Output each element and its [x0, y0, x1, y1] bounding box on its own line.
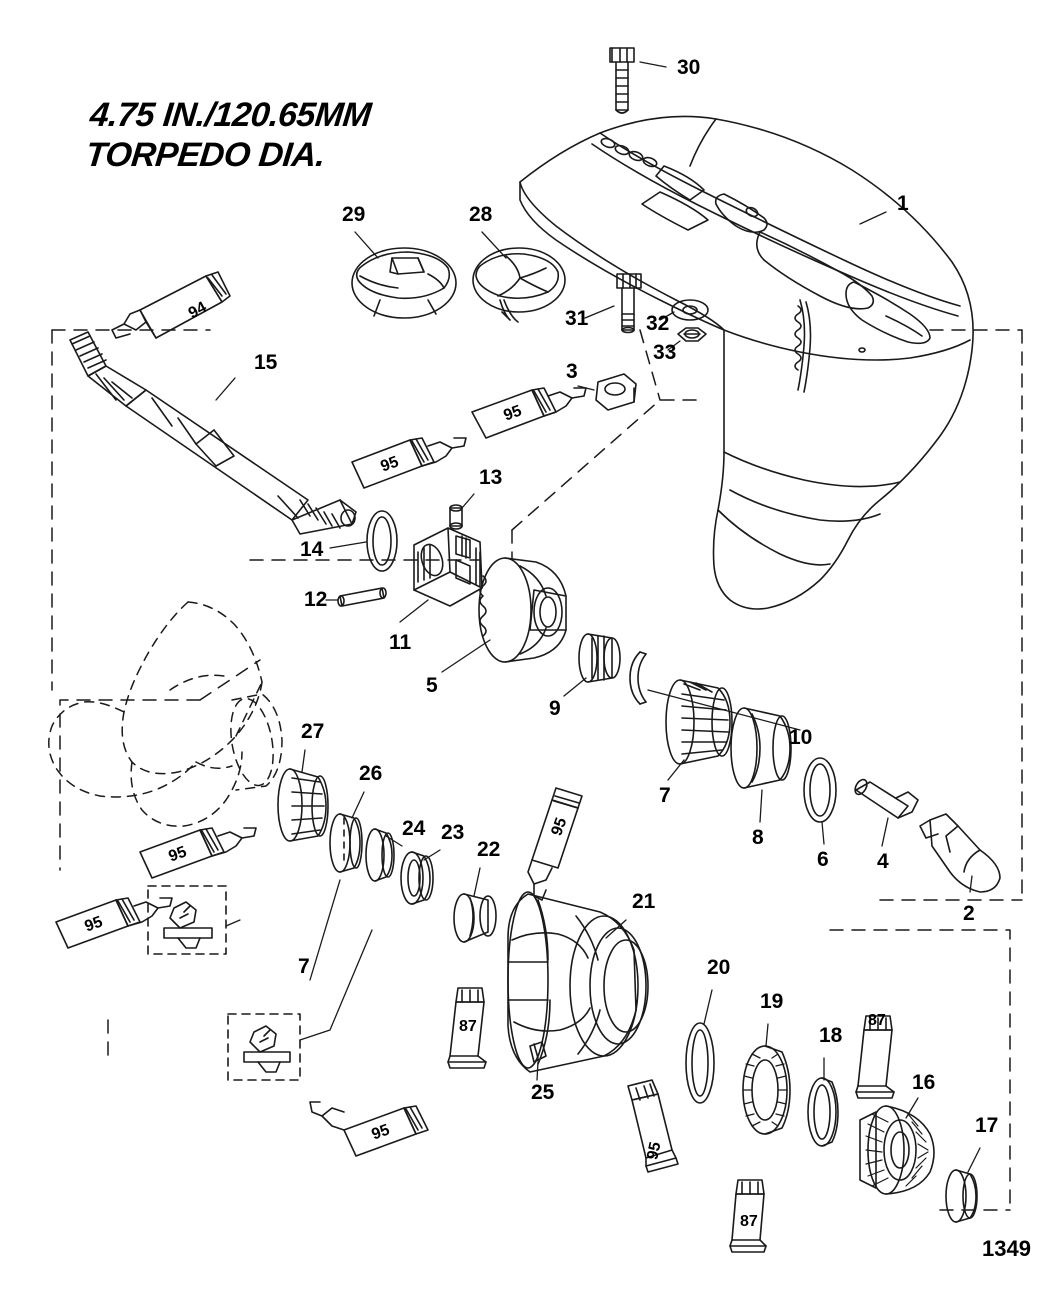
- callout-6: 6: [817, 848, 829, 871]
- callout-13: 13: [479, 466, 503, 489]
- part-3-bushing: [596, 374, 636, 410]
- callout-5: 5: [426, 674, 438, 697]
- callout-7: 7: [659, 784, 671, 807]
- callout-23: 23: [441, 821, 465, 844]
- callout-18: 18: [819, 1024, 843, 1047]
- callout-14: 14: [300, 538, 324, 561]
- part-14-oring: [367, 511, 397, 571]
- callout-8: 8: [752, 826, 764, 849]
- callout-12: 12: [304, 588, 328, 611]
- callout-25: 25: [531, 1081, 555, 1104]
- callout-33: 33: [653, 341, 677, 364]
- callout-19: 19: [760, 990, 784, 1013]
- callout-21: 21: [632, 890, 656, 913]
- part-33-nut: [678, 328, 706, 341]
- callout-28: 28: [469, 203, 493, 226]
- tube-94: [112, 272, 230, 338]
- callout-16: 16: [912, 1071, 936, 1094]
- tube-label-95-a: 95: [501, 402, 524, 425]
- propeller-ghost: [49, 602, 282, 826]
- part-4-pin: [853, 778, 918, 818]
- callout-31: 31: [565, 307, 589, 330]
- callout-27: 27: [301, 720, 325, 743]
- callout-1: 1: [897, 192, 909, 215]
- callout-20: 20: [707, 956, 731, 979]
- callout-30: 30: [677, 56, 701, 79]
- callout-32: 32: [646, 312, 670, 335]
- part-19-bearing-cage: [743, 1046, 790, 1134]
- part-31-bolt: [617, 274, 641, 333]
- callout-29: 29: [342, 203, 366, 226]
- callout-26: 26: [359, 762, 383, 785]
- part-32-washer: [672, 300, 708, 320]
- tube-95-f: [528, 788, 582, 900]
- tube-label-94-a: 94: [185, 298, 210, 323]
- part-15-prop-shaft: [70, 332, 356, 534]
- tube-label-87-b: 87: [868, 1012, 886, 1029]
- part-27-bearing: [278, 769, 328, 841]
- part-9-bearing-sleeve: [579, 634, 620, 682]
- part-21-bearing-carrier: [508, 892, 648, 1072]
- part-20-oring: [686, 1023, 714, 1103]
- part-7-bearing: [666, 680, 732, 764]
- title-line-1: 4.75 IN./120.65MM: [88, 96, 373, 134]
- part-23-seal: [401, 852, 433, 904]
- part-25-key: [530, 1042, 546, 1062]
- part-11-clutch-dog: [414, 528, 482, 606]
- drawing-number: 1349: [982, 1236, 1031, 1261]
- callout-15: 15: [254, 351, 278, 374]
- seal-kit-part-2: [244, 1026, 290, 1072]
- tube-label-95-b: 95: [378, 453, 401, 476]
- tube-95-b: [352, 438, 466, 488]
- callout-17: 17: [975, 1114, 999, 1137]
- callout-10: 10: [789, 726, 813, 749]
- part-24-washer: [366, 829, 394, 881]
- seal-kit-part-1: [164, 902, 212, 948]
- callout-7-duplicate: 7: [298, 955, 310, 978]
- title-line-2: TORPEDO DIA.: [83, 136, 327, 175]
- callout-22: 22: [477, 838, 501, 861]
- tube-label-95-c: 95: [166, 843, 189, 866]
- part-22-bushing: [454, 894, 496, 942]
- callout-3: 3: [566, 360, 578, 383]
- callout-11: 11: [389, 631, 412, 654]
- part-6-oring: [804, 758, 836, 822]
- part-29-anode: [352, 248, 456, 318]
- tube-label-95-g: 95: [644, 1140, 665, 1162]
- callout-9: 9: [549, 697, 561, 720]
- part-16-pinion-gear: [860, 1106, 934, 1194]
- callout-4: 4: [877, 850, 889, 873]
- tube-label-87-a: 87: [459, 1018, 477, 1035]
- part-17-race: [946, 1170, 977, 1222]
- part-30-bolt: [610, 48, 634, 113]
- tube-95-c: [140, 828, 256, 878]
- tube-label-95-f: 95: [548, 815, 571, 839]
- part-1-gearcase: [520, 116, 973, 609]
- part-12-cross-pin: [338, 588, 386, 606]
- tube-label-95-d: 95: [82, 913, 105, 936]
- callout-2: 2: [963, 902, 975, 925]
- part-13-plunger: [450, 494, 474, 529]
- part-10-retaining-ring: [630, 652, 646, 704]
- part-26-tab-washer: [330, 814, 362, 872]
- tube-95-d: [56, 898, 172, 948]
- seal-kit-box-1: [148, 886, 226, 954]
- tube-label-95-e: 95: [369, 1121, 392, 1144]
- part-28-trim-tab: [473, 248, 565, 322]
- tube-95-a: [472, 388, 586, 438]
- callout-24: 24: [402, 817, 426, 840]
- part-5-forward-gear: [479, 558, 566, 662]
- part-2-shift-crank: [920, 814, 1000, 892]
- tube-label-87-c: 87: [740, 1213, 758, 1230]
- part-18-thrust-washer: [808, 1078, 838, 1146]
